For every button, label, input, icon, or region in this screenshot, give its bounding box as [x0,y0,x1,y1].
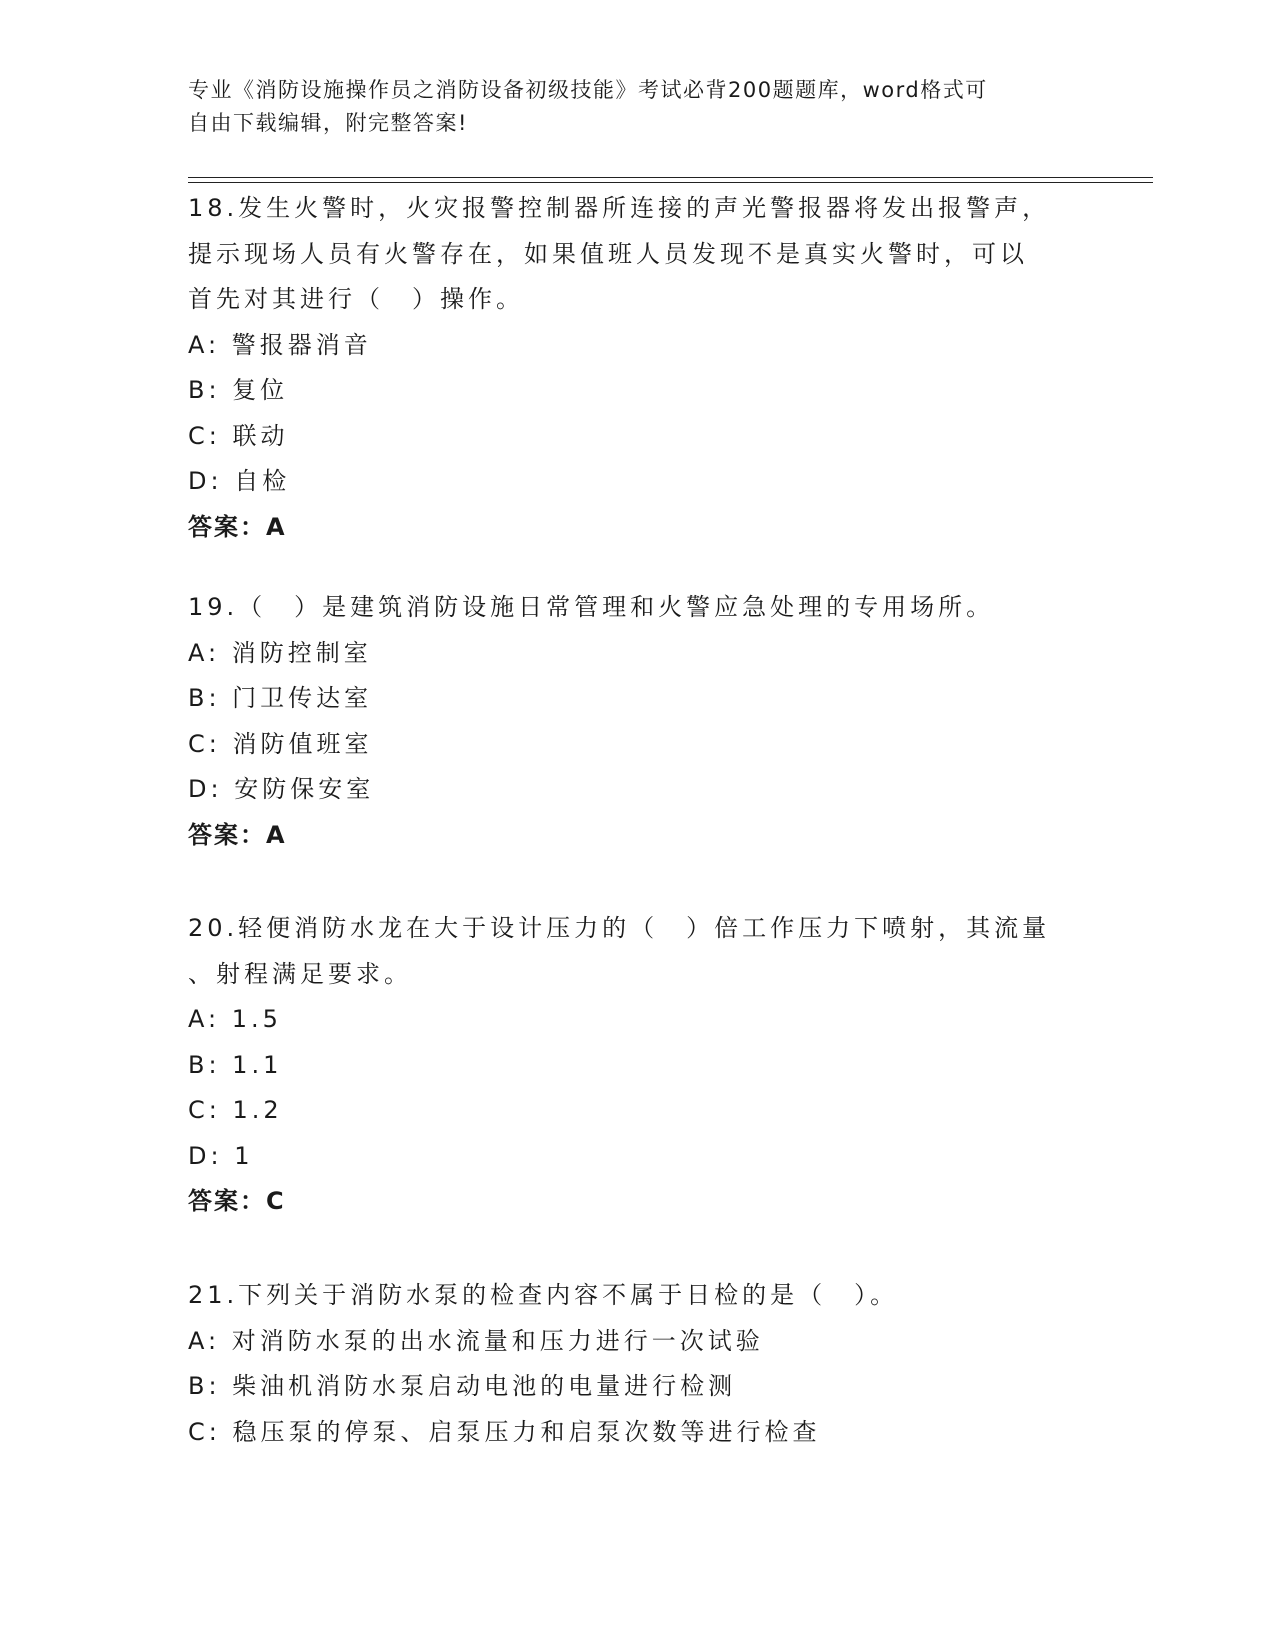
header-divider-top [188,177,1153,178]
header-divider-bottom [188,182,1153,183]
question-text-line: 20.轻便消防水龙在大于设计压力的（ ）倍工作压力下喷射，其流量 [188,914,1051,942]
question-18 [188,186,1188,550]
header-line-2: 自由下载编辑，附完整答案! [188,111,468,135]
question-text-line: 、射程满足要求。 [188,959,412,988]
option-b: B: 门卫传达室 [188,684,373,712]
option-a: A: 警报器消音 [188,330,372,359]
document-header [188,74,1088,140]
option-a: A: 对消防水泵的出水流量和压力进行一次试验 [188,1326,764,1355]
option-b: B: 1.1 [188,1050,283,1079]
option-c: C: 1.2 [188,1096,283,1124]
question-text-line: 19.（ ）是建筑消防设施日常管理和火警应急处理的专用场所。 [188,593,995,621]
option-d: D: 1 [188,1141,254,1170]
option-c: C: 联动 [188,421,289,450]
question-21 [188,1273,1188,1455]
header-line-1: 专业《消防设施操作员之消防设备初级技能》考试必背200题题库，word格式可 [188,78,988,102]
option-c: C: 稳压泵的停泵、启泵压力和启泵次数等进行检查 [188,1417,821,1446]
answer: 答案：A [188,820,287,849]
option-d: D: 自检 [188,467,291,495]
question-20 [188,906,1188,1225]
question-text-line: 首先对其进行（ ）操作。 [188,285,524,313]
option-a: A: 消防控制室 [188,638,372,667]
question-text-line: 21.下列关于消防水泵的检查内容不属于日检的是（ ）。 [188,1281,899,1309]
option-b: B: 柴油机消防水泵启动电池的电量进行检测 [188,1372,737,1400]
option-d: D: 安防保安室 [188,775,375,803]
option-a: A: 1.5 [188,1005,282,1033]
question-19 [188,585,1188,858]
question-text-line: 提示现场人员有火警存在，如果值班人员发现不是真实火警时，可以 [188,239,1028,268]
option-b: B: 复位 [188,376,289,404]
question-text-line: 18.发生火警时，火灾报警控制器所连接的声光警报器将发出报警声， [188,194,1051,222]
answer: 答案：A [188,512,287,541]
option-c: C: 消防值班室 [188,729,373,758]
answer: 答案：C [188,1187,286,1215]
